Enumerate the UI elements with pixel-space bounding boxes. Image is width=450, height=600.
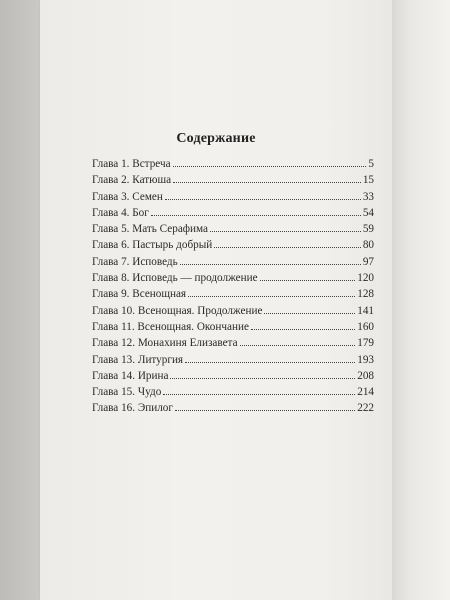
toc-entry xyxy=(92,272,374,288)
toc-list xyxy=(92,158,374,419)
toc-title: Содержание xyxy=(176,131,256,146)
toc-entry xyxy=(92,321,374,337)
toc-entry xyxy=(92,223,374,239)
background-surface xyxy=(0,0,40,600)
toc-entry-page: 222 xyxy=(357,402,374,415)
toc-entry-page: 80 xyxy=(362,239,374,252)
toc-entry-label: Глава 3. Семен xyxy=(92,190,163,203)
dot-leader xyxy=(185,362,355,363)
toc-entry xyxy=(92,402,374,418)
toc-entry-label: Глава 7. Исповедь xyxy=(92,255,178,268)
toc-entry-page: 97 xyxy=(362,255,374,268)
toc-entry-label: Глава 8. Исповедь — продолжение xyxy=(92,272,258,285)
toc-entry-page: 214 xyxy=(357,386,374,399)
toc-entry xyxy=(92,305,374,321)
toc-entry xyxy=(92,370,374,386)
dot-leader xyxy=(163,394,355,395)
toc-entry xyxy=(92,158,374,174)
toc-entry-page: 179 xyxy=(357,337,374,350)
toc-entry xyxy=(92,191,374,207)
dot-leader xyxy=(251,329,355,330)
toc-entry-label: Глава 1. Встреча xyxy=(92,158,171,170)
toc-entry xyxy=(92,256,374,272)
dot-leader xyxy=(173,166,367,167)
toc-entry xyxy=(92,354,374,370)
dot-leader xyxy=(165,199,361,200)
toc-entry xyxy=(92,174,374,190)
toc-entry-label: Глава 10. Всенощная. Продолжение xyxy=(92,304,263,317)
toc-entry-page: 59 xyxy=(362,223,374,236)
dot-leader xyxy=(151,215,361,216)
dot-leader xyxy=(170,378,355,379)
toc-entry-page: 54 xyxy=(362,206,374,219)
dot-leader xyxy=(180,264,361,265)
dot-leader xyxy=(214,247,361,248)
toc-entry-label: Глава 15. Чудо xyxy=(92,386,162,399)
toc-entry-label: Глава 11. Всенощная. Окончание xyxy=(92,320,249,333)
toc-entry xyxy=(92,386,374,402)
toc-entry-label: Глава 9. Всенощная xyxy=(92,288,187,301)
toc-entry-label: Глава 14. Ирина xyxy=(92,369,169,382)
toc-entry-label: Глава 13. Литургия xyxy=(92,353,184,366)
toc-entry-label: Глава 16. Эпилог xyxy=(92,402,173,415)
dot-leader xyxy=(188,296,355,297)
toc-entry-page: 128 xyxy=(357,288,374,301)
toc-entry xyxy=(92,207,374,223)
toc-entry-page: 5 xyxy=(368,158,374,170)
toc-entry xyxy=(92,239,374,255)
toc-entry-label: Глава 5. Мать Серафима xyxy=(92,223,208,236)
toc-entry-page: 33 xyxy=(362,190,374,203)
dot-leader xyxy=(175,410,355,411)
toc-entry xyxy=(92,288,374,304)
toc-entry-label: Глава 12. Монахиня Елизавета xyxy=(92,337,238,350)
toc-entry-label: Глава 6. Пастырь добрый xyxy=(92,239,213,252)
toc-entry-label: Глава 4. Бог xyxy=(92,206,149,219)
toc-entry-page: 120 xyxy=(357,272,374,285)
dot-leader xyxy=(240,345,356,346)
toc-entry xyxy=(92,337,374,353)
toc-entry-page: 160 xyxy=(357,320,374,333)
toc-entry-page: 15 xyxy=(362,174,374,187)
toc-entry-page: 193 xyxy=(357,353,374,366)
next-page-edge xyxy=(392,0,450,600)
dot-leader xyxy=(264,313,355,314)
dot-leader xyxy=(260,280,356,281)
dot-leader xyxy=(210,231,361,232)
toc-entry-page: 141 xyxy=(357,304,374,317)
dot-leader xyxy=(173,182,361,183)
toc-entry-label: Глава 2. Катюша xyxy=(92,174,172,187)
toc-entry-page: 208 xyxy=(357,369,374,382)
